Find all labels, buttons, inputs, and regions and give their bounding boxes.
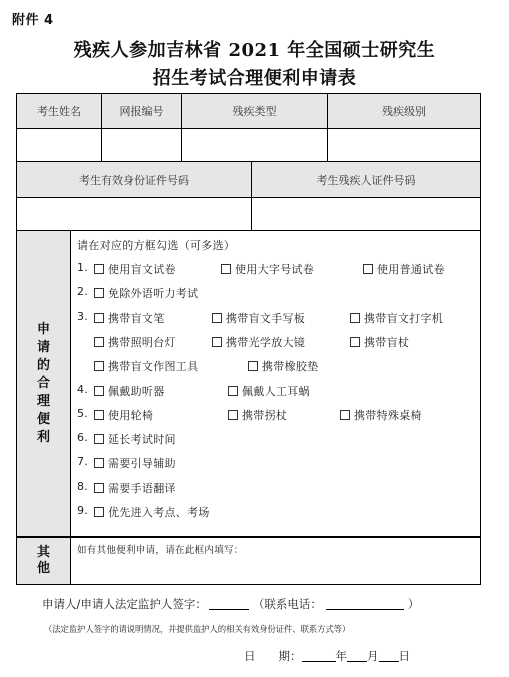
disability-level-field[interactable] [327,128,481,162]
disability-certificate-field[interactable] [251,197,481,231]
checkbox-icon[interactable] [94,288,104,298]
guardian-note: （法定监护人签字的请说明情况，并提供监护人的相关有效身份证件、联系方式等） [44,624,351,634]
phone-blank[interactable] [326,598,404,610]
option-number: 5. [77,407,89,420]
option-number: 6. [77,431,89,444]
checkbox-icon[interactable] [94,458,104,468]
option-item[interactable] [94,407,153,423]
checkbox-icon[interactable] [94,434,104,444]
date-label: 日 期： [244,649,302,663]
option-label: 延长考试时间 [108,433,176,446]
option-label: 优先进入考点、考场 [108,506,210,519]
option-label: 需要引导辅助 [108,457,176,470]
option-label: 使用轮椅 [108,409,154,422]
checkbox-icon[interactable] [228,410,238,420]
option-item[interactable] [228,383,310,399]
checkbox-icon[interactable] [94,410,104,420]
header-candidate-name: 考生姓名 [16,93,102,129]
other-label-char: 他 [36,561,50,576]
apply-label-char: 申 [36,321,50,337]
apply-label-char: 理 [36,393,50,409]
header-disability-level: 残疾级别 [327,93,481,129]
option-item[interactable] [248,358,319,374]
registration-number-field[interactable] [101,128,182,162]
option-number: 9. [77,504,89,517]
checkbox-icon[interactable] [350,313,360,323]
checkbox-icon[interactable] [94,507,104,517]
instruction-text: 请在对应的方框勾选（可多选） [77,239,236,252]
option-label: 佩戴助听器 [108,385,165,398]
form-title-line2: 招生考试合理便利申请表 [152,68,357,89]
month-label: 月 [367,649,379,663]
option-item[interactable] [94,261,176,277]
disability-type-field[interactable] [181,128,328,162]
checkbox-icon[interactable] [94,337,104,347]
checkbox-icon[interactable] [221,264,231,274]
option-item[interactable] [94,358,198,374]
option-item[interactable] [363,261,445,277]
checkbox-icon[interactable] [94,361,104,371]
option-item[interactable] [221,261,314,277]
header-disability-type: 残疾类型 [181,93,328,129]
option-label: 携带拐杖 [242,409,288,422]
option-label: 使用普通试卷 [377,263,445,276]
option-item[interactable] [94,504,210,520]
checkbox-icon[interactable] [340,410,350,420]
option-label: 携带盲文笔 [108,312,165,325]
checkbox-icon[interactable] [94,313,104,323]
header-id-number: 考生有效身份证件号码 [16,161,252,198]
checkbox-icon[interactable] [350,337,360,347]
signature-label: 申请人/申请人法定监护人签字： [42,597,207,611]
option-item[interactable] [94,383,165,399]
option-item[interactable] [212,310,305,326]
option-number: 4. [77,383,89,396]
checkbox-icon[interactable] [94,386,104,396]
other-label-char: 其 [36,545,50,560]
phone-label: （联系电话： [252,597,322,611]
option-label: 免除外语听力考试 [108,287,199,300]
option-item[interactable] [94,334,176,350]
option-number: 8. [77,480,89,493]
option-item[interactable] [94,285,198,301]
option-label: 携带盲文手写板 [226,312,306,325]
option-label: 使用大字号试卷 [235,263,315,276]
option-item[interactable] [350,310,443,326]
phone-close: ） [407,597,420,611]
checkbox-icon[interactable] [228,386,238,396]
option-number: 3. [77,310,89,323]
year-label: 年 [335,649,347,663]
option-number: 1. [77,261,89,274]
day-label: 日 [398,649,410,663]
other-section-label [16,537,71,585]
header-disability-certificate: 考生残疾人证件号码 [251,161,481,198]
checkbox-icon[interactable] [212,313,222,323]
option-number: 7. [77,455,89,468]
apply-label-char: 合 [36,375,50,391]
other-instruction-text: 如有其他便利申请，请在此框内填写： [77,545,244,556]
option-number: 2. [77,285,89,298]
checkbox-icon[interactable] [212,337,222,347]
option-item[interactable] [350,334,409,350]
option-label: 携带盲文作图工具 [108,360,199,373]
id-number-field[interactable] [16,197,252,231]
option-item[interactable] [228,407,287,423]
checkbox-icon[interactable] [248,361,258,371]
option-item[interactable] [94,431,176,447]
apply-label-char: 的 [36,357,50,373]
signature-blank[interactable] [209,598,249,610]
option-label: 携带特殊桌椅 [354,409,422,422]
apply-label-char: 请 [36,339,50,355]
option-label: 携带橡胶垫 [262,360,319,373]
option-item[interactable] [94,310,165,326]
candidate-name-field[interactable] [16,128,102,162]
form-title-line1: 残疾人参加吉林省 2021 年全国硕士研究生 [73,40,436,61]
month-blank[interactable] [347,650,367,662]
option-label: 携带照明台灯 [108,336,176,349]
date-line [244,648,410,664]
option-label: 使用盲文试卷 [108,263,176,276]
attachment-label: 附件 4 [12,13,54,28]
option-item[interactable] [340,407,422,423]
apply-section-label [16,230,71,537]
year-blank[interactable] [302,650,336,662]
day-blank[interactable] [379,650,399,662]
apply-label-char: 利 [36,429,50,445]
option-label: 携带盲杖 [364,336,410,349]
apply-label-char: 便 [36,411,50,427]
option-item[interactable] [94,455,176,471]
option-label: 佩戴人工耳蜗 [242,385,310,398]
option-item[interactable] [94,480,176,496]
checkbox-icon[interactable] [94,264,104,274]
option-label: 携带盲文打字机 [364,312,444,325]
signature-line [42,596,419,612]
checkbox-icon[interactable] [94,483,104,493]
option-item[interactable] [212,334,305,350]
option-label: 携带光学放大镜 [226,336,306,349]
option-label: 需要手语翻译 [108,482,176,495]
checkbox-icon[interactable] [363,264,373,274]
header-registration-number: 网报编号 [101,93,182,129]
